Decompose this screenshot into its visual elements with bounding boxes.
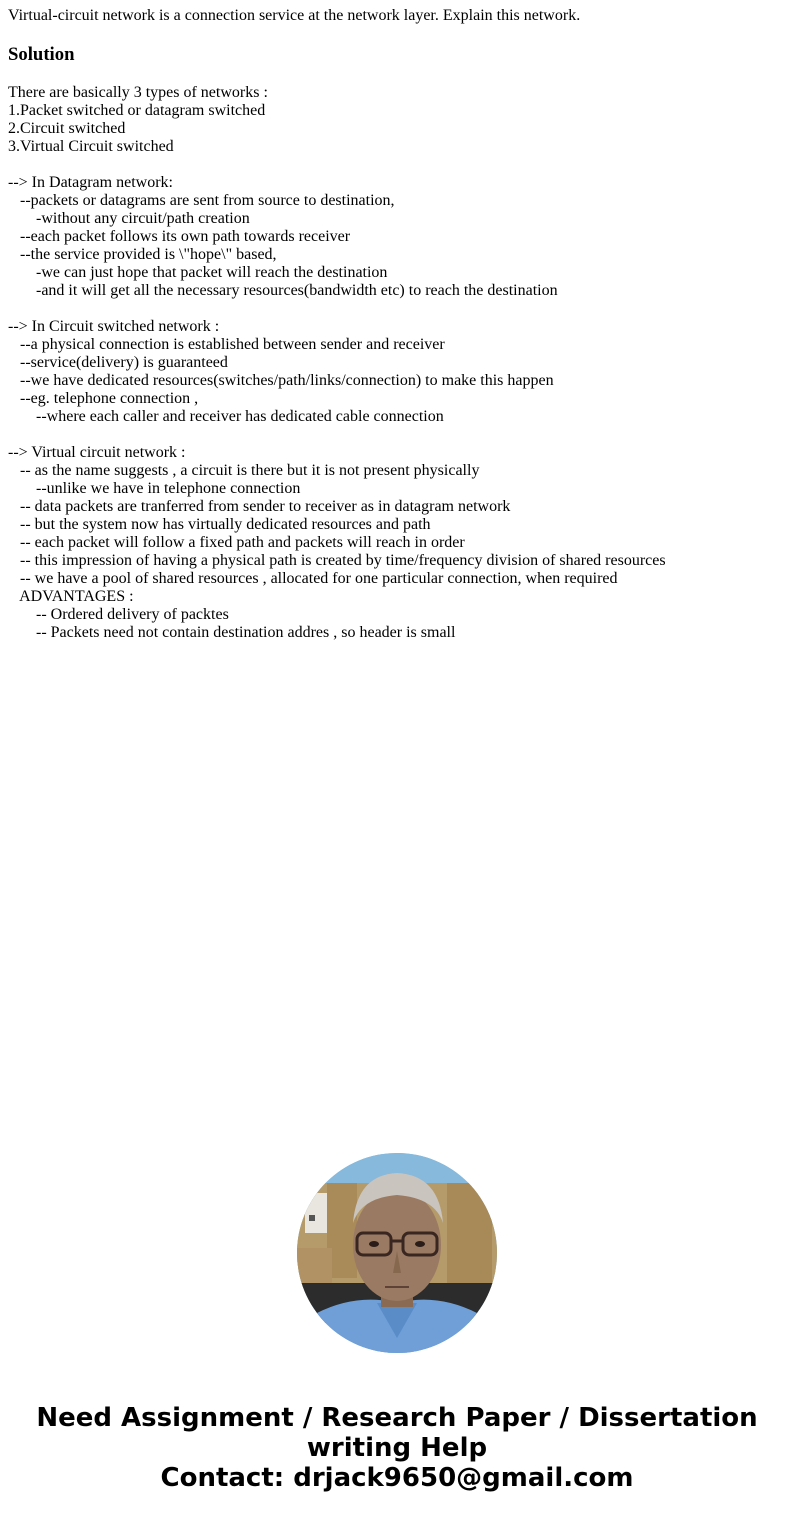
answer-line — [8, 156, 666, 174]
answer-line: -- we have a pool of shared resources , allocated for one particular connection, when required — [8, 570, 618, 587]
answer-line — [8, 426, 666, 444]
answer-line: --the service provided is \"hope\" based, — [8, 246, 277, 263]
promo-contact: Contact: drjack9650@gmail.com — [160, 1463, 634, 1493]
answer-line: -- Packets need not contain destination addres , so header is small — [8, 624, 456, 641]
answer-line: -without any circuit/path creation — [8, 210, 250, 227]
promo-line-1: Need Assignment / Research Paper / Dissertation — [36, 1403, 758, 1433]
answer-line: 2.Circuit switched — [8, 120, 126, 137]
promo-line-2: writing Help — [306, 1433, 488, 1463]
answer-line: --each packet follows its own path towards receiver — [8, 228, 351, 245]
answer-line: --service(delivery) is guaranteed — [8, 354, 228, 371]
promo-banner — [0, 1403, 794, 1493]
answer-line: -- Ordered delivery of packtes — [8, 606, 229, 623]
answer-line: --where each caller and receiver has dedicated cable connection — [8, 408, 444, 425]
answer-line: -- as the name suggests , a circuit is there but it is not present physically — [8, 462, 480, 479]
answer-body — [8, 84, 666, 642]
portrait-image — [297, 1153, 497, 1353]
answer-line: 1.Packet switched or datagram switched — [8, 102, 266, 119]
avatar — [297, 1153, 497, 1353]
answer-line: --a physical connection is established between sender and receiver — [8, 336, 445, 353]
answer-line: ADVANTAGES : — [8, 588, 134, 605]
answer-line: -- each packet will follow a fixed path and packets will reach in order — [8, 534, 465, 551]
answer-line: --we have dedicated resources(switches/path/links/connection) to make this happen — [8, 372, 554, 389]
answer-line: -we can just hope that packet will reach the destination — [8, 264, 388, 281]
answer-line: There are basically 3 types of networks : — [8, 84, 268, 101]
answer-line: -- this impression of having a physical path is created by time/frequency division of shared resources — [8, 552, 666, 569]
answer-line — [8, 300, 666, 318]
answer-line: --eg. telephone connection , — [8, 390, 199, 407]
question-text: Virtual-circuit network is a connection service at the network layer. Explain this network. — [8, 7, 581, 24]
answer-line: --> In Circuit switched network : — [8, 318, 220, 335]
answer-line: --packets or datagrams are sent from source to destination, — [8, 192, 395, 209]
answer-line: -- data packets are tranferred from sender to receiver as in datagram network — [8, 498, 511, 515]
solution-heading: Solution — [8, 44, 75, 65]
answer-line: --> In Datagram network: — [8, 174, 173, 191]
answer-line: --> Virtual circuit network : — [8, 444, 186, 461]
answer-line: --unlike we have in telephone connection — [8, 480, 301, 497]
answer-line: 3.Virtual Circuit switched — [8, 138, 174, 155]
answer-line: -and it will get all the necessary resources(bandwidth etc) to reach the destination — [8, 282, 558, 299]
answer-line: -- but the system now has virtually dedicated resources and path — [8, 516, 431, 533]
